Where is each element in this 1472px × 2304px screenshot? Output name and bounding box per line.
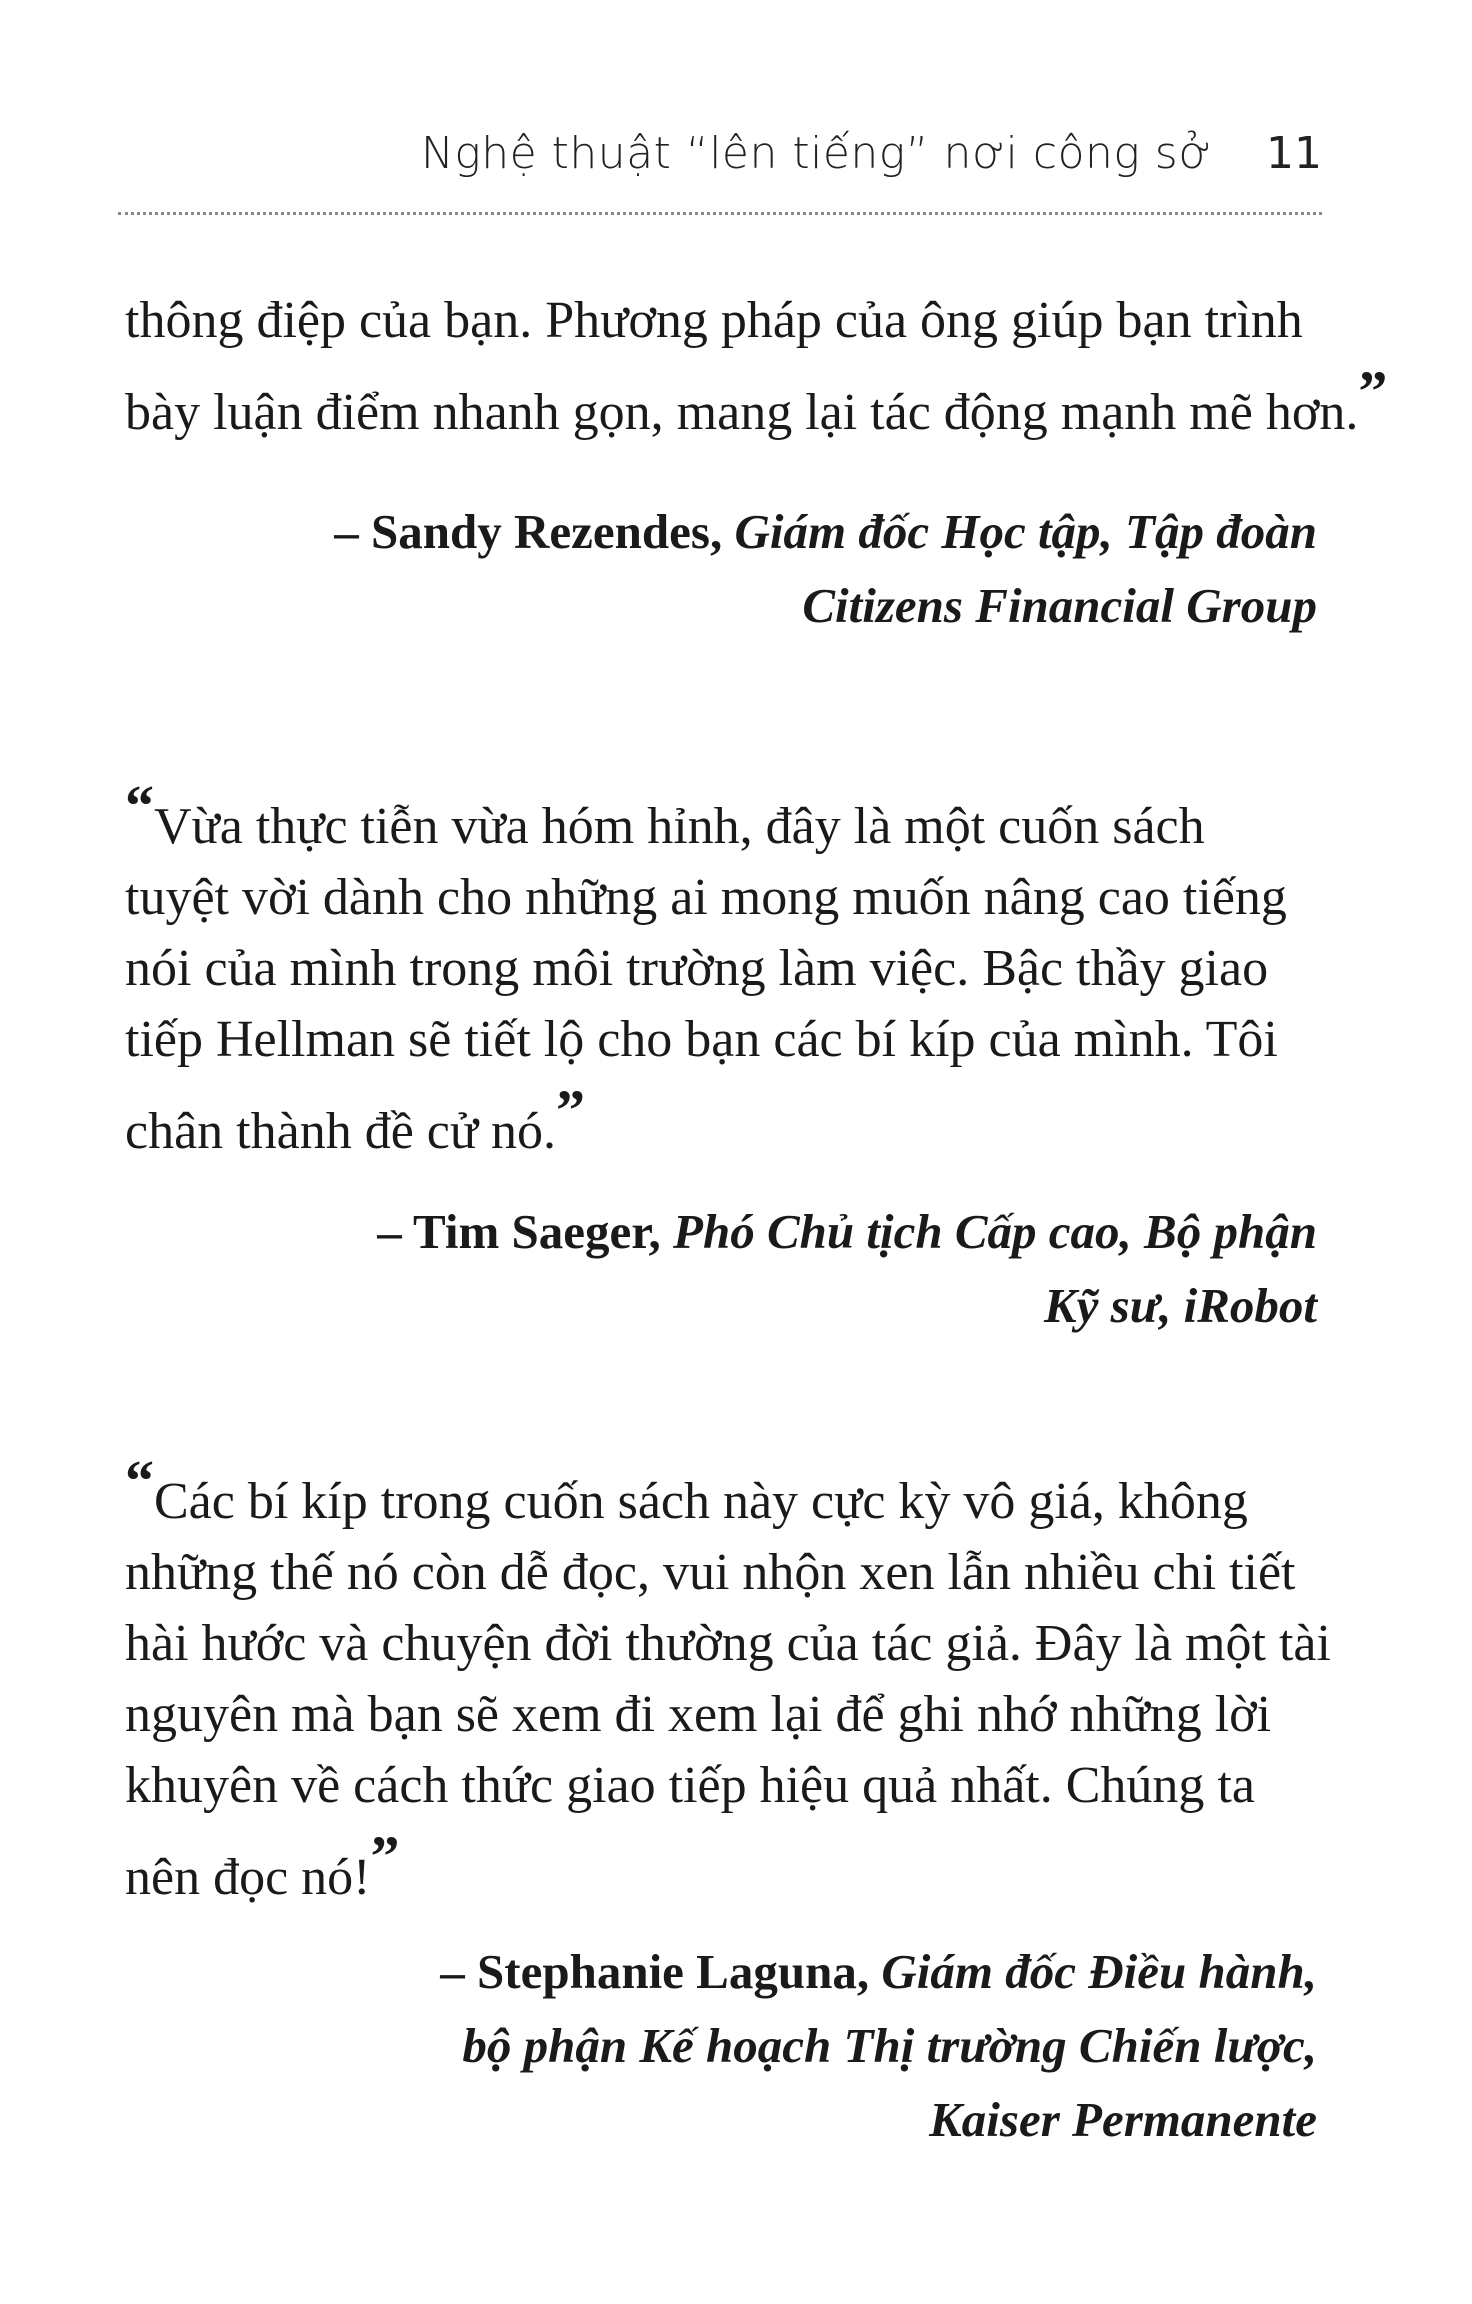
quote-2 xyxy=(125,770,1317,1167)
quote-line: nói của mình trong môi trường làm việc. Bậc thầy giao xyxy=(125,940,1269,997)
attribution-role: bộ phận Kế hoạch Thị trường Chiến lược, xyxy=(462,2018,1317,2073)
quote-line: tiếp Hellman sẽ tiết lộ cho bạn các bí kíp của mình. Tôi xyxy=(125,1011,1278,1068)
attribution-1 xyxy=(334,495,1317,643)
quote-line: những thế nó còn dễ đọc, vui nhộn xen lẫn nhiều chi tiết xyxy=(125,1544,1296,1601)
header-title: Nghệ thuật “lên tiếng” nơi công sở xyxy=(420,128,1212,179)
quote-line: hài hước và chuyện đời thường của tác giả. Đây là một tài xyxy=(125,1615,1331,1672)
attribution-role: Kỹ sư, iRobot xyxy=(1043,1278,1317,1333)
quote-line: thông điệp của bạn. Phương pháp của ông giúp bạn trình xyxy=(125,292,1303,349)
attribution-name: – Sandy Rezendes, xyxy=(334,504,723,559)
close-quote-mark: ” xyxy=(1358,359,1388,424)
close-quote-mark: ” xyxy=(370,1824,400,1889)
attribution-name: – Tim Saeger, xyxy=(377,1204,661,1259)
attribution-name: – Stephanie Laguna, xyxy=(440,1944,870,1999)
quote-line: bày luận điểm nhanh gọn, mang lại tác động mạnh mẽ hơn.” xyxy=(125,359,1388,441)
quote-line: “Các bí kíp trong cuốn sách này cực kỳ vô giá, không xyxy=(125,1448,1248,1530)
attribution-role: Giám đốc Học tập, Tập đoàn xyxy=(734,504,1317,559)
open-quote-mark: “ xyxy=(125,773,154,838)
quote-3 xyxy=(125,1445,1331,1913)
attribution-role: Giám đốc Điều hành, xyxy=(881,1944,1317,1999)
quote-line: khuyên về cách thức giao tiếp hiệu quả nhất. Chúng ta xyxy=(125,1757,1255,1814)
quote-line: nguyên mà bạn sẽ xem đi xem lại để ghi nhớ những lời xyxy=(125,1686,1272,1743)
quote-line: “Vừa thực tiễn vừa hóm hỉnh, đây là một cuốn sách xyxy=(125,773,1205,855)
header-divider xyxy=(118,212,1322,215)
quote-line: nên đọc nó!” xyxy=(125,1824,400,1906)
attribution-role: Kaiser Permanente xyxy=(929,2092,1317,2147)
close-quote-mark: ” xyxy=(556,1078,586,1143)
attribution-role: Citizens Financial Group xyxy=(802,578,1317,633)
quote-1 xyxy=(125,285,1388,448)
attribution-2 xyxy=(377,1195,1317,1343)
quote-line: tuyệt vời dành cho những ai mong muốn nâng cao tiếng xyxy=(125,869,1287,926)
quote-line: chân thành đề cử nó.” xyxy=(125,1078,586,1160)
open-quote-mark: “ xyxy=(125,1448,154,1513)
page-number: 11 xyxy=(1266,128,1322,179)
running-header xyxy=(118,118,1322,188)
attribution-3 xyxy=(440,1935,1317,2157)
attribution-role: Phó Chủ tịch Cấp cao, Bộ phận xyxy=(673,1204,1317,1259)
